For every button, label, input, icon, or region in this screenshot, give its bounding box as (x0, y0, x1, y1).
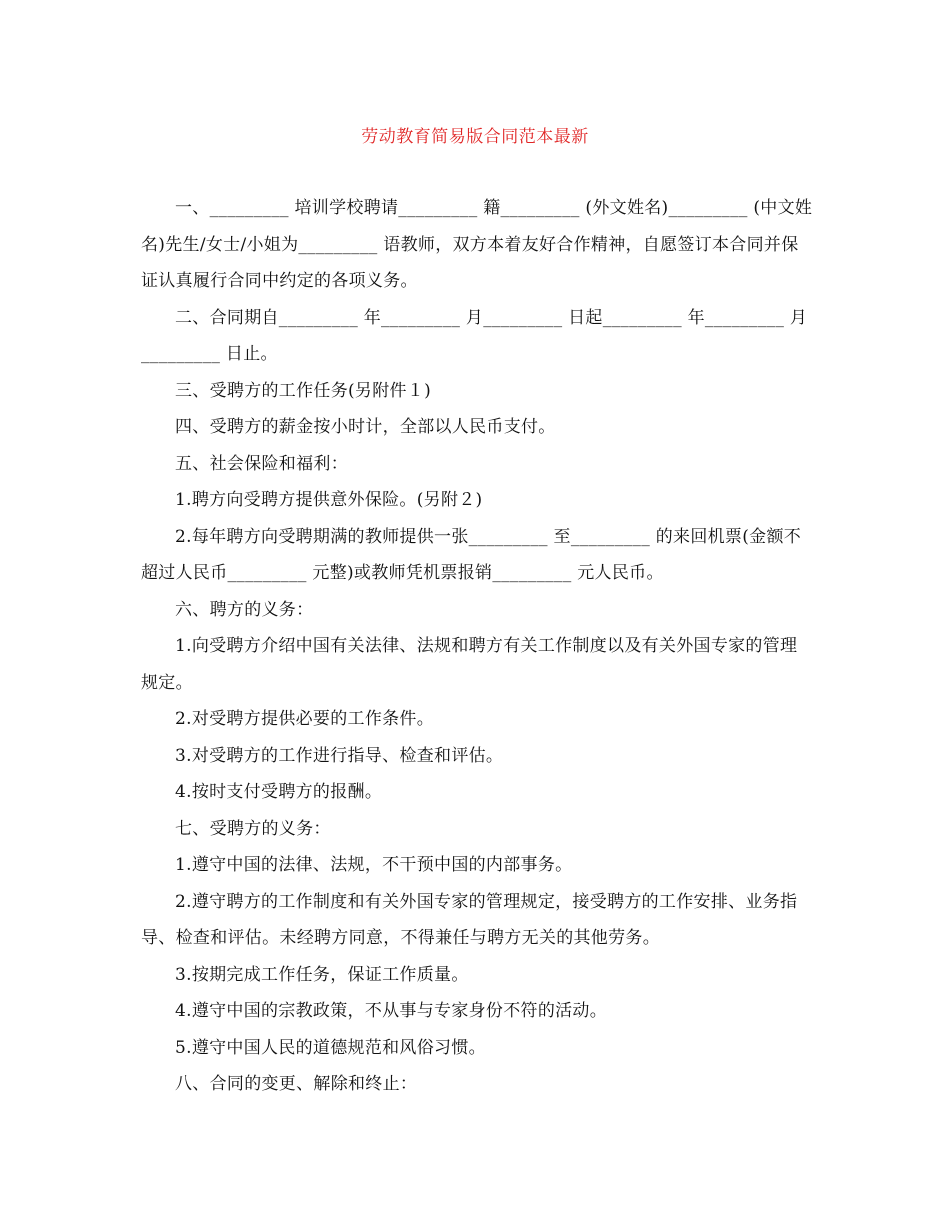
clause-6-item-2: 2.对受聘方提供必要的工作条件。 (175, 709, 435, 729)
clause-7-item-5: 5.遵守中国人民的道德规范和风俗习惯。 (175, 1037, 486, 1058)
clause-7-item-2: 2.遵守聘方的工作制度和有关外国专家的管理规定，接受聘方的工作安排、业务指导、检查和评估。未经聘方同意，不得兼任与聘方无关的其他劳务。 (141, 891, 798, 948)
clause-6-item-3: 3.对受聘方的工作进行指导、检查和评估。 (175, 745, 504, 766)
document-title: 劳动教育简易版合同范本最新 (361, 127, 589, 147)
clause-8-heading: 八、合同的变更、解除和终止： (175, 1074, 418, 1094)
clause-4: 四、受聘方的薪金按小时计，全部以人民币支付。 (175, 417, 556, 437)
clause-6-item-1: 1.向受聘方介绍中国有关法律、法规和聘方有关工作制度以及有关外国专家的管理规定。 (141, 636, 798, 693)
clause-7-item-3: 3.按期完成工作任务，保证工作质量。 (175, 964, 469, 985)
document-body (141, 190, 813, 1103)
clause-7-heading: 七、受聘方的义务： (175, 818, 331, 839)
clause-2: 二、合同期自_________ 年_________ 月_________ 日起_________ 年_________ 月_________ 日止。 (141, 307, 808, 364)
clause-7-item-4: 4.遵守中国的宗教政策，不从事与专家身份不符的活动。 (175, 1001, 608, 1021)
clause-5-item-1: 1.聘方向受聘方提供意外保险。(另附２) (175, 490, 483, 510)
clause-5-heading: 五、社会保险和福利： (175, 453, 348, 474)
clause-1: 一、_________ 培训学校聘请_________ 籍_________ (外文姓名)_________ (中文姓名)先生/女士/小姐为_________ 语教师，双方本着友好合作精神，自愿签订本合同并保证认真履行合同中约定的各项义务。 (141, 198, 813, 291)
clause-3: 三、受聘方的工作任务(另附件１) (175, 380, 432, 401)
clause-6-heading: 六、聘方的义务： (175, 599, 314, 620)
clause-7-item-1: 1.遵守中国的法律、法规，不干预中国的内部事务。 (175, 855, 573, 875)
clause-6-item-4: 4.按时支付受聘方的报酬。 (175, 782, 383, 802)
clause-5-item-2: 2.每年聘方向受聘期满的教师提供一张_________ 至_________ 的来回机票(金额不超过人民币_________ 元整)或教师凭机票报销_________ 元人民币。 (141, 526, 802, 583)
